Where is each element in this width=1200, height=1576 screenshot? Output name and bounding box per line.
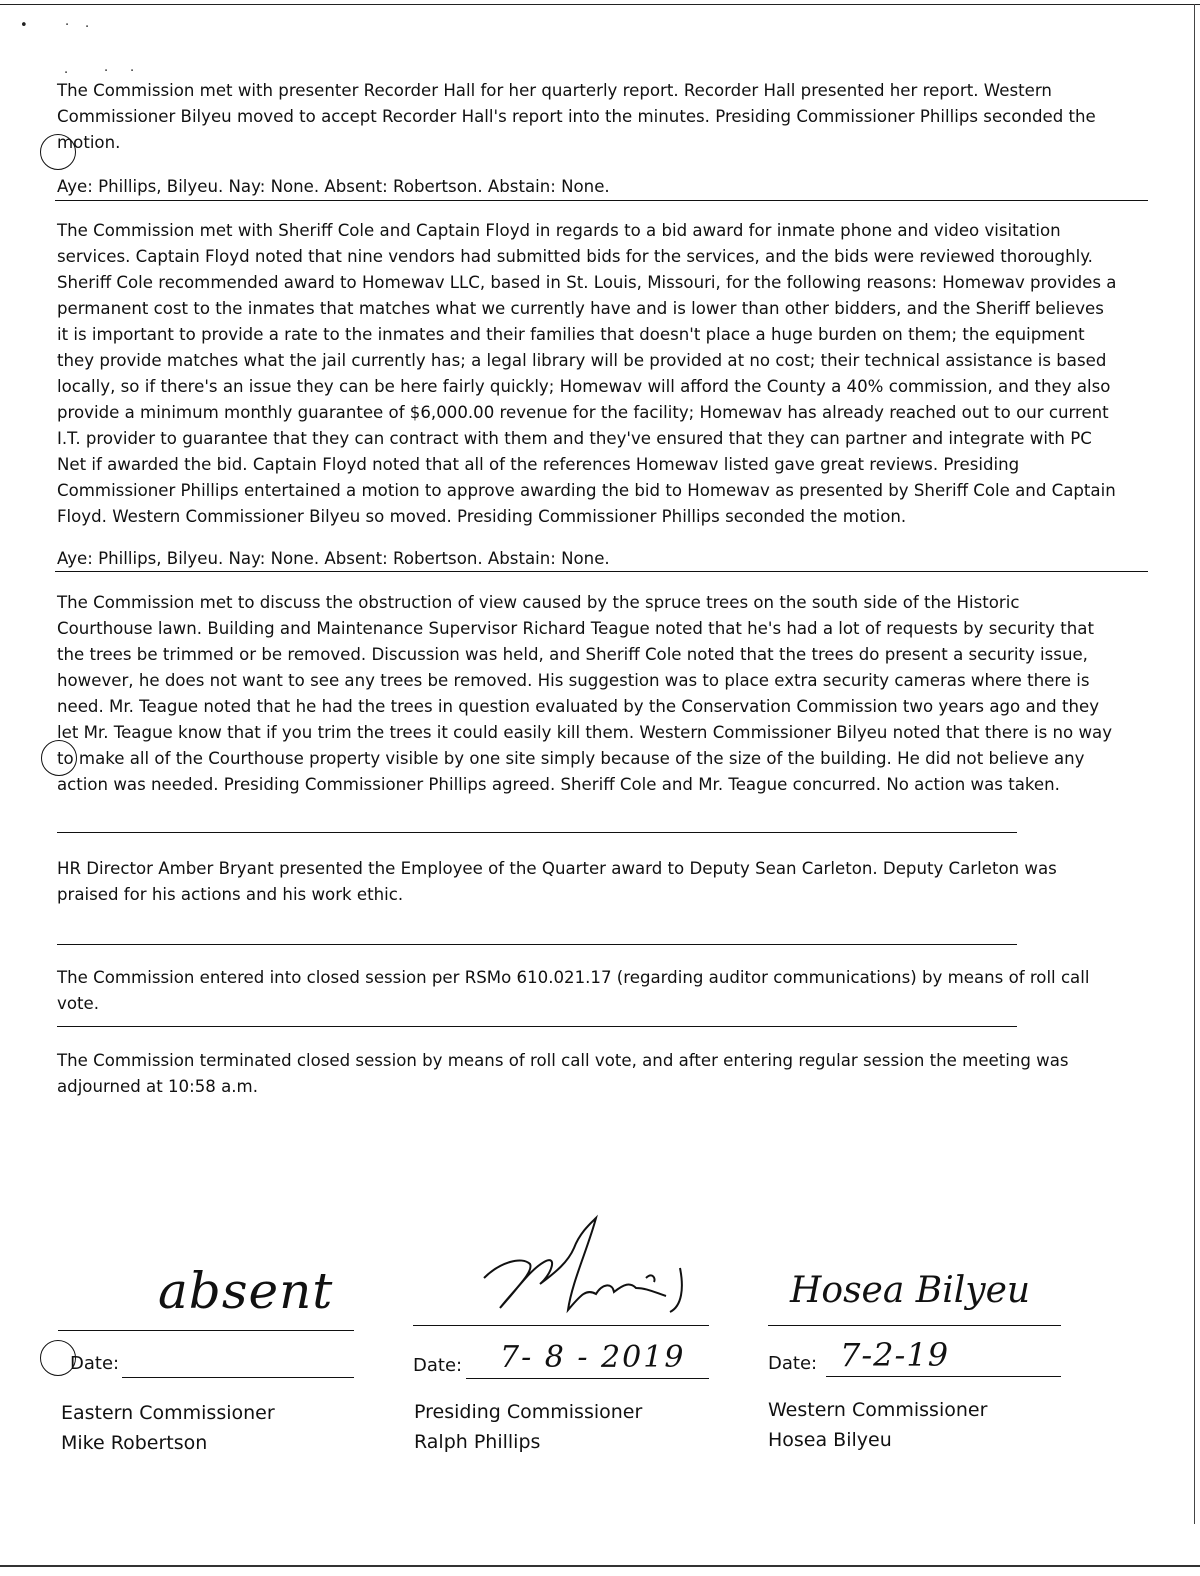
presiding-signature-scribble	[470, 1218, 710, 1328]
eastern-signature-handwriting: absent	[158, 1262, 334, 1320]
closed-session-paragraph: The Commission entered into closed session per RSMo 610.021.17 (regarding auditor communications) by means of roll call vote.	[57, 968, 1090, 1013]
page-right-edge	[1194, 4, 1195, 1524]
presiding-date-line	[466, 1378, 709, 1379]
scan-speck: ·	[130, 64, 135, 79]
presiding-date-value: 7- 8 - 2019	[500, 1340, 686, 1375]
bid-vote-line: Aye: Phillips, Bilyeu. Nay: None. Absent: Robertson. Abstain: None.	[57, 549, 610, 568]
page-bottom-edge	[0, 1565, 1200, 1567]
scan-speck: ·	[64, 66, 69, 81]
spruce-trees-paragraph: The Commission met to discuss the obstruction of view caused by the spruce trees on the south side of the Historic Courthouse lawn. Building and Maintenance Supervisor Richard Teague noted that he's had a lot of requests by security that the trees be trimmed or be removed. Discussion was held, and Sheriff Cole noted that the trees do present a security issue, however, he does not want to see any trees be removed. His suggestion was to place extra security cameras where there is need. Mr. Teague noted that he had the trees in question evaluated by the Conservation Commission two years ago and they let Mr. Teague know that if you trim the trees it could easily kill them. Western Commissioner Bilyeu noted that there is no way to make all of the Courthouse property visible by one site simply because of the size of the building. He did not believe any action was needed. Presiding Commissioner Phillips agreed. Sheriff Cole and Mr. Teague concurred. No action was taken.	[57, 593, 1113, 794]
eastern-date-label: Date:	[70, 1353, 120, 1374]
section-divider	[57, 832, 1017, 833]
scan-speck: •	[20, 18, 28, 33]
western-signature-line	[768, 1325, 1061, 1326]
western-date-line	[826, 1376, 1061, 1377]
western-name: Hosea Bilyeu	[768, 1429, 892, 1451]
eastern-title: Eastern Commissioner	[61, 1402, 275, 1424]
page-top-edge	[0, 4, 1200, 5]
presiding-title: Presiding Commissioner	[414, 1401, 643, 1423]
eastern-date-line	[122, 1377, 354, 1378]
bid-award-paragraph: The Commission met with Sheriff Cole and Captain Floyd in regards to a bid award for inmate phone and video visitation services. Captain Floyd noted that nine vendors had submitted bids for the services, and the bids were reviewed thoroughly. Sheriff Cole recommended award to Homewav LLC, based in St. Louis, Missouri, for the following reasons: Homewav provides a permanent cost to the inmates that matches what we currently have and is lower than other bidders, and the Sheriff believes it is important to provide a rate to the inmates and their families that doesn't place a huge burden on them; the equipment they provide matches what the jail currently has; a legal library will be provided at no cost; their technical assistance is based locally, so if there's an issue they can be here fairly quickly; Homewav will afford the County a 40% commission, and they also provide a minimum monthly guarantee of $6,000.00 revenue for the facility; Homewav has already reached out to our current I.T. provider to guarantee that they can contract with them and they've ensured that they can partner and integrate with PC Net if awarded the bid. Captain Floyd noted that all of the references Homewav listed gave great reviews. Presiding Commissioner Phillips entertained a motion to approve awarding the bid to Homewav as presented by Sheriff Cole and Captain Floyd. Western Commissioner Bilyeu so moved. Presiding Commissioner Phillips seconded the motion.	[57, 221, 1117, 526]
scan-speck: ·	[85, 20, 90, 35]
eastern-signature-line	[58, 1330, 354, 1331]
section-divider	[57, 1026, 1017, 1027]
scan-speck: ·	[65, 18, 70, 33]
section-divider	[55, 200, 1148, 201]
section-divider	[55, 571, 1148, 572]
western-date-value: 7-2-19	[840, 1336, 950, 1374]
recorder-vote-line: Aye: Phillips, Bilyeu. Nay: None. Absent: Robertson. Abstain: None.	[57, 177, 610, 196]
recorder-report-paragraph: The Commission met with presenter Recorder Hall for her quarterly report. Recorder Hall presented her report. Western Commissioner Bilyeu moved to accept Recorder Hall's report into the minutes. Presiding Commissioner Phillips seconded the motion.	[57, 81, 1096, 152]
scan-speck: ·	[104, 64, 109, 79]
presiding-name: Ralph Phillips	[414, 1431, 541, 1453]
eastern-name: Mike Robertson	[61, 1432, 208, 1454]
presiding-signature-line	[413, 1325, 709, 1326]
presiding-date-label: Date:	[413, 1355, 463, 1376]
employee-award-paragraph: HR Director Amber Bryant presented the Employee of the Quarter award to Deputy Sean Carleton. Deputy Carleton was praised for his actions and his work ethic.	[57, 859, 1057, 904]
section-divider	[57, 944, 1017, 945]
western-title: Western Commissioner	[768, 1399, 988, 1421]
western-date-label: Date:	[768, 1353, 818, 1374]
western-signature-handwriting: Hosea Bilyeu	[790, 1270, 1031, 1311]
adjourn-paragraph: The Commission terminated closed session by means of roll call vote, and after entering regular session the meeting was adjourned at 10:58 a.m.	[57, 1051, 1069, 1096]
